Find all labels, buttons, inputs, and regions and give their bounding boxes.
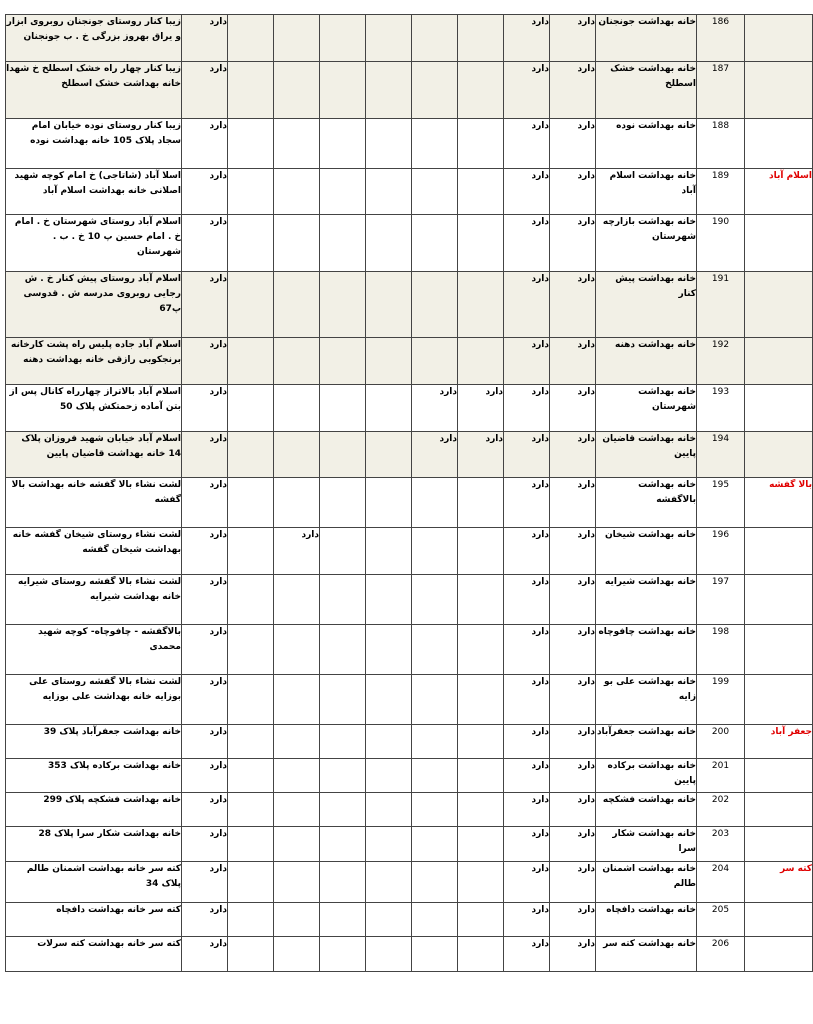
status-flag-cell: [366, 862, 412, 903]
status-flag-cell: [320, 62, 366, 119]
status-flag-cell: [366, 725, 412, 759]
status-flag-cell: [274, 827, 320, 862]
status-flag-cell: [366, 903, 412, 937]
facility-name-cell: خانه بهداشت شکار سرا: [596, 827, 697, 862]
status-flag-cell: [412, 215, 458, 272]
status-flag-cell: دارد: [504, 338, 550, 385]
status-flag-cell: [274, 625, 320, 675]
status-flag-cell: [320, 827, 366, 862]
status-flag-cell: [274, 937, 320, 972]
status-flag-cell: [320, 169, 366, 215]
status-flag-cell: [320, 675, 366, 725]
status-flag-cell: [320, 725, 366, 759]
status-flag-cell: [228, 903, 274, 937]
address-cell: بالاگفشه - چافوچاه- کوچه شهید محمدی: [6, 625, 182, 675]
status-flag-cell: [274, 478, 320, 528]
status-flag-cell: دارد: [504, 725, 550, 759]
status-flag-cell: دارد: [182, 937, 228, 972]
status-flag-cell: [366, 169, 412, 215]
status-flag-cell: دارد: [504, 478, 550, 528]
status-flag-cell: [274, 119, 320, 169]
address-cell: اسلا آباد (شاتاجی) خ امام کوچه شهید اصلانی خانه بهداشت اسلام آباد: [6, 169, 182, 215]
status-flag-cell: [274, 862, 320, 903]
status-flag-cell: [412, 62, 458, 119]
facility-name-cell: خانه بهداشت دافچاه: [596, 903, 697, 937]
status-flag-cell: دارد: [550, 725, 596, 759]
status-flag-cell: [274, 385, 320, 432]
status-flag-cell: [274, 432, 320, 478]
status-flag-cell: دارد: [274, 528, 320, 575]
status-flag-cell: [458, 169, 504, 215]
status-flag-cell: [228, 215, 274, 272]
facility-name-cell: خانه بهداشت اسلام آباد: [596, 169, 697, 215]
status-flag-cell: دارد: [504, 625, 550, 675]
status-flag-cell: [366, 62, 412, 119]
address-cell: کته سر خانه بهداشت دافچاه: [6, 903, 182, 937]
status-flag-cell: [228, 528, 274, 575]
region-cell: [745, 385, 813, 432]
row-number-cell: 205: [697, 903, 745, 937]
status-flag-cell: دارد: [504, 759, 550, 793]
status-flag-cell: [366, 215, 412, 272]
status-flag-cell: [366, 432, 412, 478]
status-flag-cell: دارد: [504, 675, 550, 725]
status-flag-cell: [366, 385, 412, 432]
status-flag-cell: [458, 478, 504, 528]
status-flag-cell: [274, 215, 320, 272]
address-cell: کته سر خانه بهداشت کته سرلات: [6, 937, 182, 972]
status-flag-cell: دارد: [550, 338, 596, 385]
status-flag-cell: [320, 575, 366, 625]
table-body: [6, 15, 813, 972]
status-flag-cell: [274, 272, 320, 338]
status-flag-cell: دارد: [504, 62, 550, 119]
status-flag-cell: [228, 385, 274, 432]
region-cell: [745, 272, 813, 338]
region-cell: [745, 119, 813, 169]
status-flag-cell: [366, 272, 412, 338]
status-flag-cell: دارد: [550, 385, 596, 432]
status-flag-cell: [228, 15, 274, 62]
status-flag-cell: دارد: [504, 215, 550, 272]
row-number-cell: 192: [697, 338, 745, 385]
status-flag-cell: [228, 338, 274, 385]
facility-name-cell: خانه بهداشت پیش کنار: [596, 272, 697, 338]
address-cell: خانه بهداشت فشکچه پلاک 299: [6, 793, 182, 827]
facility-name-cell: خانه بهداشت شیخان: [596, 528, 697, 575]
address-cell: لشت نشاء بالا گفشه روستای شیرایه خانه بهداشت شیرایه: [6, 575, 182, 625]
table-row: [6, 169, 813, 215]
status-flag-cell: دارد: [182, 625, 228, 675]
status-flag-cell: دارد: [504, 827, 550, 862]
row-number-cell: 194: [697, 432, 745, 478]
status-flag-cell: [320, 432, 366, 478]
status-flag-cell: [320, 272, 366, 338]
status-flag-cell: دارد: [550, 119, 596, 169]
row-number-cell: 189: [697, 169, 745, 215]
region-cell: [745, 827, 813, 862]
row-number-cell: 199: [697, 675, 745, 725]
status-flag-cell: دارد: [182, 759, 228, 793]
status-flag-cell: [228, 432, 274, 478]
facility-name-cell: خانه بهداشت جونجنان: [596, 15, 697, 62]
status-flag-cell: دارد: [550, 793, 596, 827]
status-flag-cell: دارد: [182, 575, 228, 625]
table-row: [6, 862, 813, 903]
region-cell: [745, 903, 813, 937]
status-flag-cell: دارد: [550, 903, 596, 937]
facility-name-cell: خانه بهداشت برکاده پایین: [596, 759, 697, 793]
address-cell: خانه بهداشت برکاده پلاک 353: [6, 759, 182, 793]
status-flag-cell: [458, 793, 504, 827]
status-flag-cell: [320, 625, 366, 675]
status-flag-cell: [320, 385, 366, 432]
status-flag-cell: [412, 528, 458, 575]
table-row: [6, 478, 813, 528]
status-flag-cell: دارد: [182, 215, 228, 272]
status-flag-cell: [458, 15, 504, 62]
table-row: [6, 215, 813, 272]
table-row: [6, 759, 813, 793]
table-row: [6, 575, 813, 625]
status-flag-cell: [412, 169, 458, 215]
facility-name-cell: خانه بهداشت جعفرآباد: [596, 725, 697, 759]
status-flag-cell: دارد: [550, 937, 596, 972]
address-cell: اسلام آباد بالاتراز چهارراه کانال پس از بتن آماده زحمتکش پلاک 50: [6, 385, 182, 432]
address-cell: اسلام آباد روستای شهرستان خ . امام خ . امام حسین پ 10 خ . ب . شهرستان: [6, 215, 182, 272]
status-flag-cell: [320, 119, 366, 169]
status-flag-cell: دارد: [412, 385, 458, 432]
status-flag-cell: دارد: [550, 169, 596, 215]
status-flag-cell: [412, 478, 458, 528]
address-cell: خانه بهداشت شکار سرا پلاک 28: [6, 827, 182, 862]
status-flag-cell: [228, 169, 274, 215]
address-cell: لشت نشاء روستای شیخان گفشه خانه بهداشت شیخان گفشه: [6, 528, 182, 575]
address-cell: لشت نشاء بالا گفشه روستای علی بوزایه خانه بهداشت علی بوزایه: [6, 675, 182, 725]
status-flag-cell: [412, 272, 458, 338]
status-flag-cell: دارد: [182, 169, 228, 215]
status-flag-cell: [458, 215, 504, 272]
status-flag-cell: [458, 62, 504, 119]
table-row: [6, 385, 813, 432]
facility-name-cell: خانه بهداشت شهرستان: [596, 385, 697, 432]
status-flag-cell: دارد: [182, 385, 228, 432]
region-cell: [745, 338, 813, 385]
table-row: [6, 675, 813, 725]
status-flag-cell: [228, 119, 274, 169]
table-row: [6, 338, 813, 385]
table-row: [6, 725, 813, 759]
row-number-cell: 191: [697, 272, 745, 338]
table-row: [6, 119, 813, 169]
region-cell: کته سر: [745, 862, 813, 903]
region-cell: بالا گفشه: [745, 478, 813, 528]
status-flag-cell: [366, 675, 412, 725]
status-flag-cell: [320, 759, 366, 793]
status-flag-cell: [320, 793, 366, 827]
status-flag-cell: [412, 725, 458, 759]
status-flag-cell: [412, 15, 458, 62]
region-cell: [745, 759, 813, 793]
row-number-cell: 187: [697, 62, 745, 119]
status-flag-cell: [228, 759, 274, 793]
status-flag-cell: [320, 478, 366, 528]
facility-name-cell: خانه بهداشت قاضیان پایین: [596, 432, 697, 478]
status-flag-cell: [228, 625, 274, 675]
status-flag-cell: دارد: [504, 903, 550, 937]
row-number-cell: 195: [697, 478, 745, 528]
address-cell: اسلام آباد جاده پلیس راه پشت کارخانه برنجکوبی رازقی خانه بهداشت دهنه: [6, 338, 182, 385]
status-flag-cell: [412, 903, 458, 937]
status-flag-cell: [412, 119, 458, 169]
status-flag-cell: [320, 15, 366, 62]
status-flag-cell: [274, 338, 320, 385]
status-flag-cell: [366, 15, 412, 62]
status-flag-cell: [228, 725, 274, 759]
region-cell: [745, 215, 813, 272]
status-flag-cell: [228, 862, 274, 903]
row-number-cell: 196: [697, 528, 745, 575]
address-cell: اسلام آباد روستای پیش کنار خ . ش رجایی روبروی مدرسه ش . قدوسی پ67: [6, 272, 182, 338]
status-flag-cell: دارد: [550, 759, 596, 793]
status-flag-cell: دارد: [550, 478, 596, 528]
status-flag-cell: دارد: [550, 575, 596, 625]
status-flag-cell: [274, 675, 320, 725]
status-flag-cell: [320, 903, 366, 937]
address-cell: زیبا کنار روستای نوده خیابان امام سجاد پلاک 105 خانه بهداشت نوده: [6, 119, 182, 169]
status-flag-cell: دارد: [182, 432, 228, 478]
status-flag-cell: دارد: [504, 528, 550, 575]
region-cell: [745, 528, 813, 575]
status-flag-cell: [412, 827, 458, 862]
status-flag-cell: [458, 937, 504, 972]
status-flag-cell: [320, 528, 366, 575]
row-number-cell: 198: [697, 625, 745, 675]
status-flag-cell: [458, 903, 504, 937]
status-flag-cell: [320, 215, 366, 272]
status-flag-cell: [458, 675, 504, 725]
status-flag-cell: دارد: [182, 862, 228, 903]
status-flag-cell: دارد: [182, 15, 228, 62]
row-number-cell: 200: [697, 725, 745, 759]
status-flag-cell: [228, 272, 274, 338]
table-row: [6, 432, 813, 478]
status-flag-cell: [366, 575, 412, 625]
region-cell: [745, 675, 813, 725]
status-flag-cell: [366, 528, 412, 575]
table-row: [6, 625, 813, 675]
status-flag-cell: [274, 15, 320, 62]
status-flag-cell: دارد: [504, 15, 550, 62]
status-flag-cell: دارد: [550, 272, 596, 338]
status-flag-cell: [366, 625, 412, 675]
status-flag-cell: [412, 793, 458, 827]
region-cell: [745, 625, 813, 675]
table-row: [6, 62, 813, 119]
status-flag-cell: [458, 119, 504, 169]
table-row: [6, 937, 813, 972]
status-flag-cell: [274, 759, 320, 793]
status-flag-cell: [458, 862, 504, 903]
facility-name-cell: خانه بهداشت علی بو زایه: [596, 675, 697, 725]
row-number-cell: 203: [697, 827, 745, 862]
row-number-cell: 186: [697, 15, 745, 62]
facility-name-cell: خانه بهداشت دهنه: [596, 338, 697, 385]
status-flag-cell: دارد: [504, 432, 550, 478]
address-cell: لشت نشاء بالا گفشه خانه بهداشت بالا گفشه: [6, 478, 182, 528]
status-flag-cell: دارد: [504, 169, 550, 215]
status-flag-cell: [458, 338, 504, 385]
status-flag-cell: [228, 478, 274, 528]
table-row: [6, 272, 813, 338]
status-flag-cell: دارد: [550, 528, 596, 575]
address-cell: زیبا کنار روستای جونجنان روبروی ابزار و یراق بهروز بزرگی خ . ب جونجنان: [6, 15, 182, 62]
status-flag-cell: [458, 575, 504, 625]
table-row: [6, 903, 813, 937]
row-number-cell: 188: [697, 119, 745, 169]
status-flag-cell: دارد: [458, 385, 504, 432]
facility-name-cell: خانه بهداشت فشکچه: [596, 793, 697, 827]
facility-name-cell: خانه بهداشت نوده: [596, 119, 697, 169]
status-flag-cell: [274, 575, 320, 625]
status-flag-cell: [458, 827, 504, 862]
status-flag-cell: [458, 625, 504, 675]
table-row: [6, 15, 813, 62]
status-flag-cell: [366, 759, 412, 793]
row-number-cell: 190: [697, 215, 745, 272]
facility-name-cell: خانه بهداشت بازارچه شهرستان: [596, 215, 697, 272]
status-flag-cell: دارد: [412, 432, 458, 478]
status-flag-cell: دارد: [182, 827, 228, 862]
region-cell: [745, 15, 813, 62]
status-flag-cell: [366, 793, 412, 827]
status-flag-cell: [412, 862, 458, 903]
status-flag-cell: [366, 827, 412, 862]
status-flag-cell: دارد: [550, 675, 596, 725]
status-flag-cell: دارد: [182, 793, 228, 827]
status-flag-cell: [458, 272, 504, 338]
row-number-cell: 193: [697, 385, 745, 432]
region-cell: [745, 62, 813, 119]
status-flag-cell: [366, 338, 412, 385]
status-flag-cell: [274, 903, 320, 937]
status-flag-cell: دارد: [550, 215, 596, 272]
region-cell: جعفر آباد: [745, 725, 813, 759]
status-flag-cell: [320, 862, 366, 903]
status-flag-cell: دارد: [504, 793, 550, 827]
status-flag-cell: [412, 338, 458, 385]
status-flag-cell: [458, 528, 504, 575]
status-flag-cell: دارد: [550, 625, 596, 675]
status-flag-cell: دارد: [504, 862, 550, 903]
region-cell: اسلام آباد: [745, 169, 813, 215]
row-number-cell: 197: [697, 575, 745, 625]
status-flag-cell: [228, 937, 274, 972]
status-flag-cell: دارد: [504, 575, 550, 625]
status-flag-cell: دارد: [182, 272, 228, 338]
status-flag-cell: [228, 675, 274, 725]
facility-name-cell: خانه بهداشت کته سر: [596, 937, 697, 972]
row-number-cell: 206: [697, 937, 745, 972]
status-flag-cell: [412, 675, 458, 725]
status-flag-cell: دارد: [182, 675, 228, 725]
health-houses-table: [5, 14, 813, 972]
table-row: [6, 793, 813, 827]
status-flag-cell: [458, 725, 504, 759]
status-flag-cell: [412, 575, 458, 625]
status-flag-cell: دارد: [504, 937, 550, 972]
status-flag-cell: [274, 169, 320, 215]
status-flag-cell: دارد: [504, 119, 550, 169]
status-flag-cell: [412, 759, 458, 793]
region-cell: [745, 575, 813, 625]
row-number-cell: 204: [697, 862, 745, 903]
table-row: [6, 827, 813, 862]
facility-name-cell: خانه بهداشت چافوچاه: [596, 625, 697, 675]
region-cell: [745, 793, 813, 827]
facility-name-cell: خانه بهداشت شیرایه: [596, 575, 697, 625]
status-flag-cell: دارد: [182, 528, 228, 575]
status-flag-cell: دارد: [550, 62, 596, 119]
row-number-cell: 202: [697, 793, 745, 827]
table-row: [6, 528, 813, 575]
status-flag-cell: دارد: [182, 119, 228, 169]
status-flag-cell: [366, 937, 412, 972]
address-cell: خانه بهداشت جعفرآباد پلاک 39: [6, 725, 182, 759]
status-flag-cell: [228, 827, 274, 862]
status-flag-cell: دارد: [182, 478, 228, 528]
status-flag-cell: دارد: [504, 272, 550, 338]
row-number-cell: 201: [697, 759, 745, 793]
status-flag-cell: [228, 62, 274, 119]
status-flag-cell: [320, 937, 366, 972]
status-flag-cell: [274, 62, 320, 119]
status-flag-cell: [274, 725, 320, 759]
facility-name-cell: خانه بهداشت خشک اسطلخ: [596, 62, 697, 119]
status-flag-cell: دارد: [182, 62, 228, 119]
status-flag-cell: دارد: [550, 15, 596, 62]
status-flag-cell: [458, 759, 504, 793]
address-cell: اسلام آباد خیابان شهید فروزان پلاک 14 خانه بهداشت قاضیان پایین: [6, 432, 182, 478]
address-cell: کته سر خانه بهداشت اشمنان طالم پلاک 34: [6, 862, 182, 903]
status-flag-cell: دارد: [182, 338, 228, 385]
status-flag-cell: دارد: [550, 432, 596, 478]
facility-name-cell: خانه بهداشت بالاگفشه: [596, 478, 697, 528]
status-flag-cell: [228, 575, 274, 625]
status-flag-cell: دارد: [550, 862, 596, 903]
status-flag-cell: [366, 119, 412, 169]
region-cell: [745, 432, 813, 478]
status-flag-cell: دارد: [458, 432, 504, 478]
status-flag-cell: [412, 625, 458, 675]
address-cell: زیبا کنار چهار راه خشک اسطلخ خ شهدا خانه بهداشت خشک اسطلخ: [6, 62, 182, 119]
status-flag-cell: [412, 937, 458, 972]
status-flag-cell: دارد: [182, 903, 228, 937]
status-flag-cell: [366, 478, 412, 528]
status-flag-cell: دارد: [550, 827, 596, 862]
status-flag-cell: دارد: [504, 385, 550, 432]
facility-name-cell: خانه بهداشت اشمنان طالم: [596, 862, 697, 903]
status-flag-cell: [320, 338, 366, 385]
status-flag-cell: [274, 793, 320, 827]
region-cell: [745, 937, 813, 972]
status-flag-cell: [228, 793, 274, 827]
status-flag-cell: دارد: [182, 725, 228, 759]
